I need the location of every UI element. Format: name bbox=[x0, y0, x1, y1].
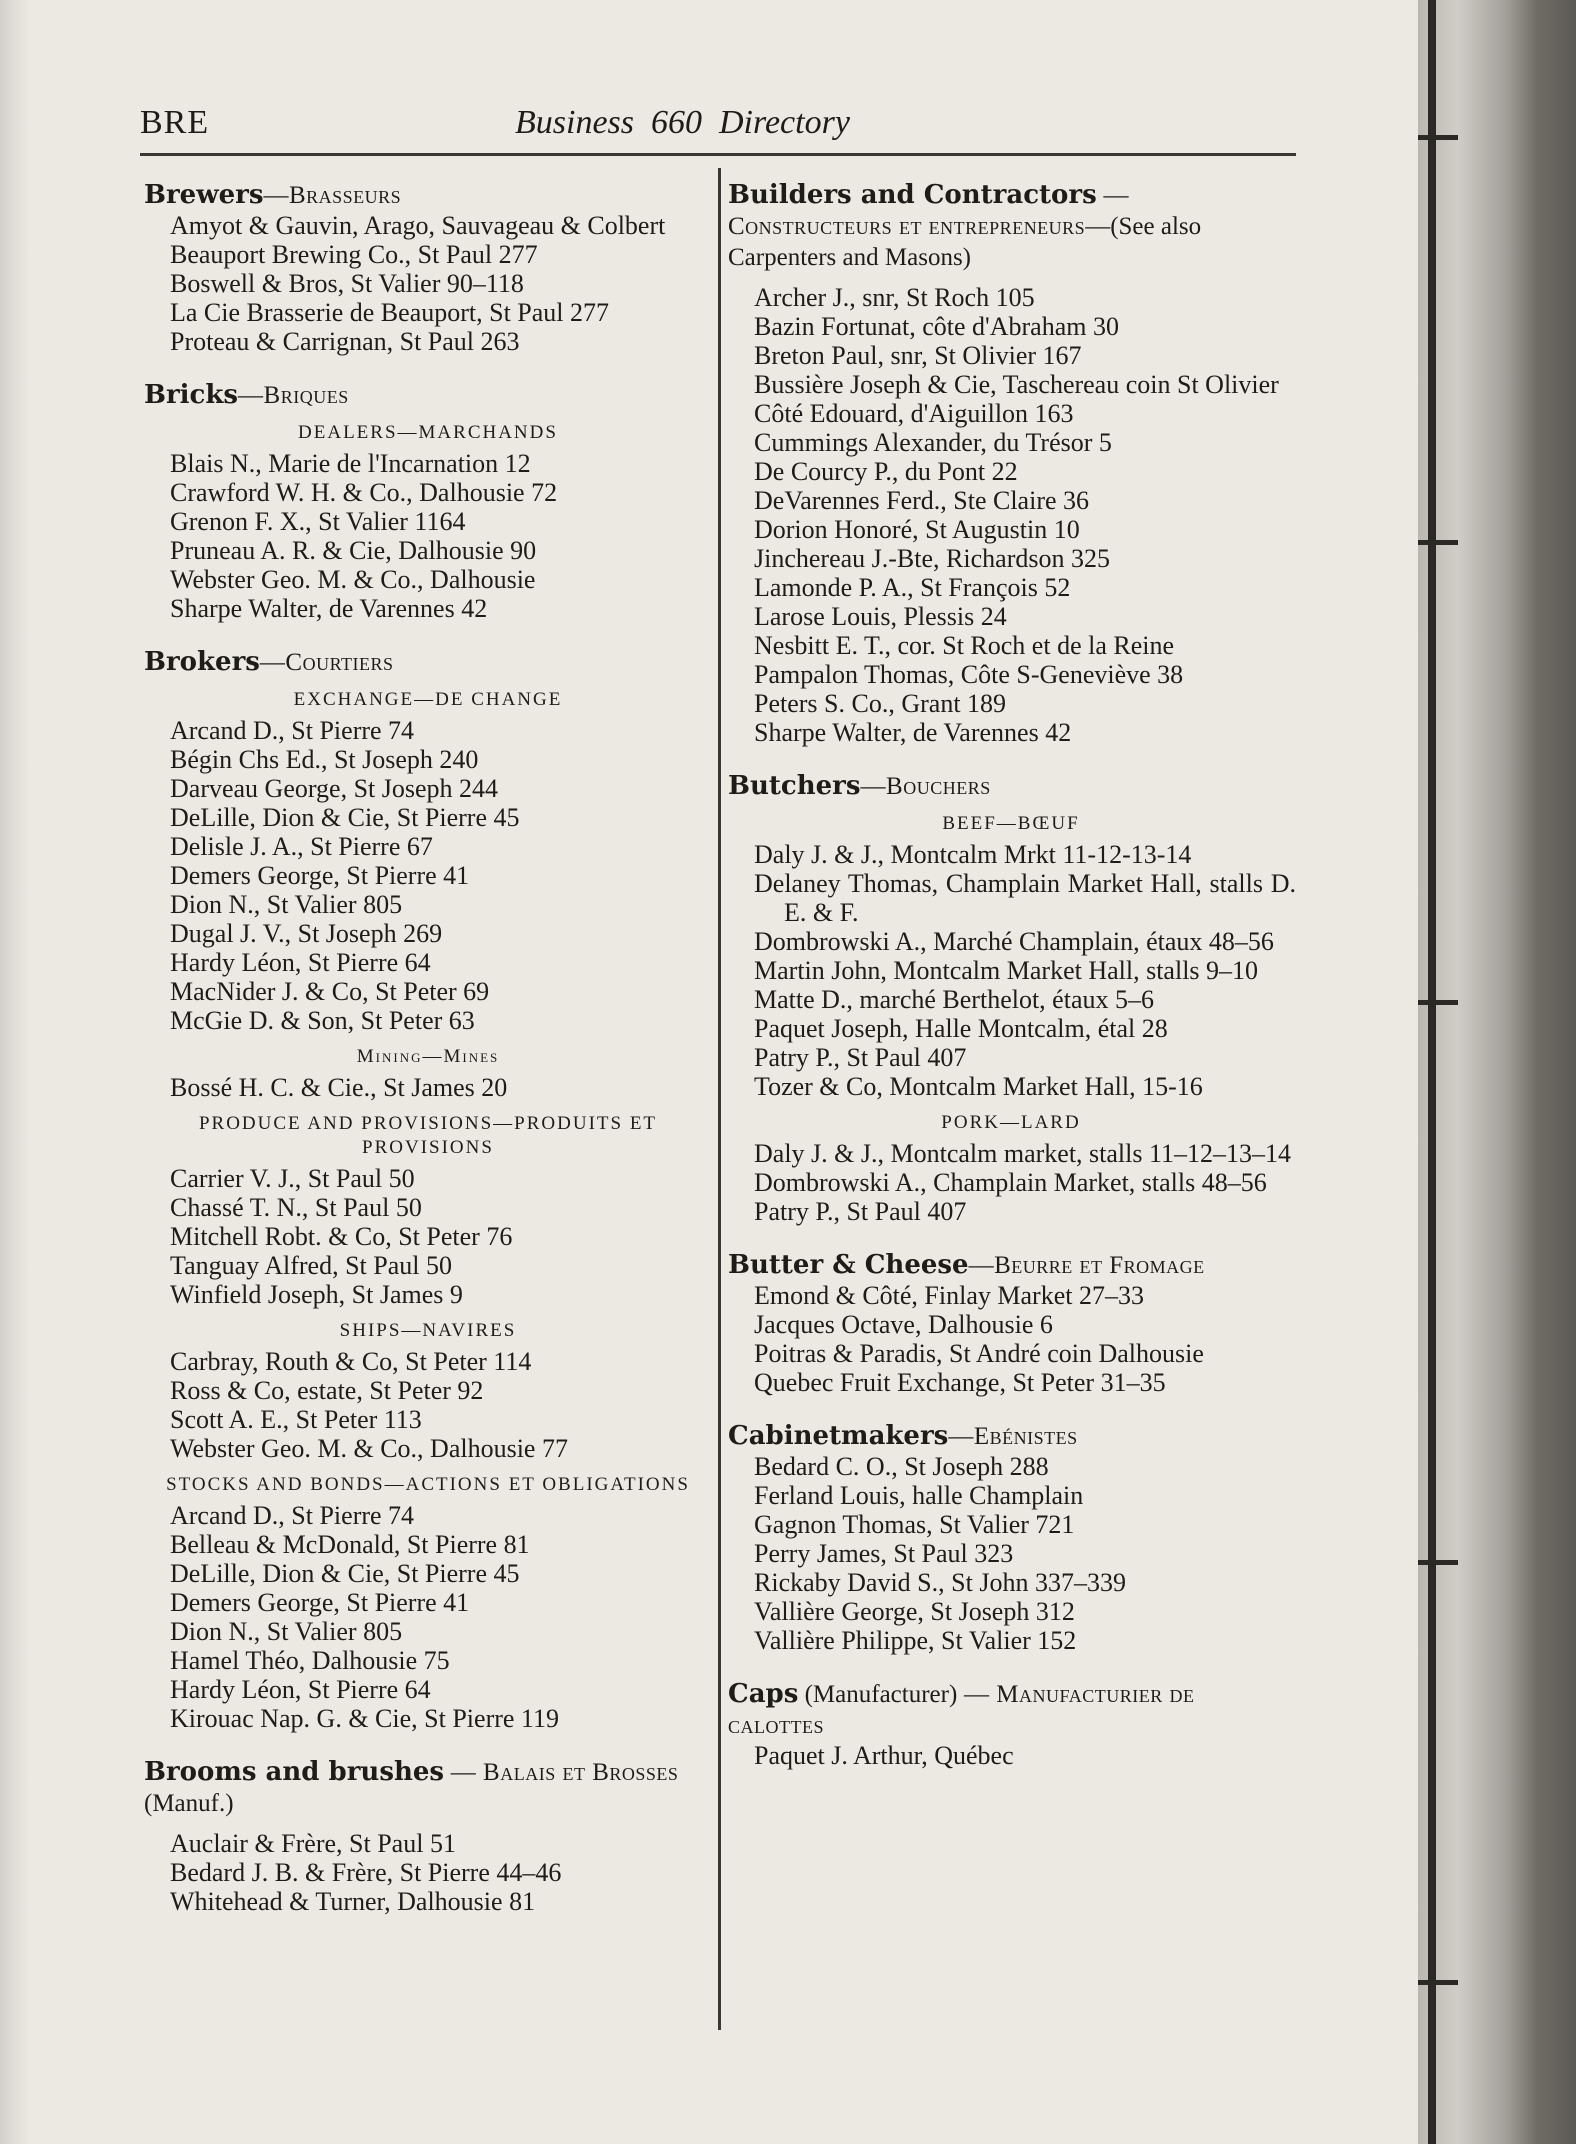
header-section-code: BRE bbox=[140, 104, 210, 141]
listing-entry: Lamonde P. A., St François 52 bbox=[754, 573, 1071, 602]
right-column bbox=[726, 180, 1296, 1794]
listing-entry: Webster Geo. M. & Co., Dalhousie bbox=[170, 565, 536, 594]
listing-entry: Patry P., St Paul 407 bbox=[754, 1197, 967, 1226]
listing-entry: Pampalon Thomas, Côte S-Geneviève 38 bbox=[754, 660, 1184, 689]
heading-note: (Manuf.) bbox=[144, 1790, 234, 1817]
listing-entry: Dorion Honoré, St Augustin 10 bbox=[754, 515, 1080, 544]
section-heading bbox=[726, 771, 1296, 802]
listing-entry: Ross & Co, estate, St Peter 92 bbox=[170, 1376, 484, 1405]
subcategory-heading: PRODUCE AND PROVISIONS—PRODUITS ET PROVISIONS bbox=[198, 1113, 658, 1158]
listing-entry: DeVarennes Ferd., Ste Claire 36 bbox=[754, 486, 1090, 515]
listing-entry: Dugal J. V., St Joseph 269 bbox=[170, 919, 443, 948]
listing-entry: Hardy Léon, St Pierre 64 bbox=[170, 948, 431, 977]
heading-english: Caps bbox=[728, 1679, 799, 1709]
listing-entry: Paquet J. Arthur, Québec bbox=[754, 1741, 1014, 1770]
subcategory-heading: STOCKS AND BONDS—ACTIONS ET OBLIGATIONS bbox=[166, 1474, 690, 1495]
binding-mark bbox=[1418, 540, 1458, 545]
heading-note: —(See also Carpenters and Masons) bbox=[728, 213, 1202, 271]
listing-entry: Scott A. E., St Peter 113 bbox=[170, 1405, 422, 1434]
section-heading bbox=[142, 1757, 714, 1819]
listing-entry: Tanguay Alfred, St Paul 50 bbox=[170, 1251, 452, 1280]
heading-english: Cabinetmakers bbox=[728, 1421, 949, 1451]
section-butchers bbox=[726, 771, 1296, 1226]
listing-entry: Hamel Théo, Dalhousie 75 bbox=[170, 1646, 450, 1675]
listing-entry: Delaney Thomas, Champlain Market Hall, stalls D. E. & F. bbox=[754, 869, 1296, 927]
subcategory-heading: PORK—LARD bbox=[941, 1112, 1081, 1133]
binding-mark bbox=[1418, 135, 1458, 140]
section-brooms bbox=[142, 1757, 714, 1916]
listing-entry: Vallière George, St Joseph 312 bbox=[754, 1597, 1075, 1626]
listing-entry: Perry James, St Paul 323 bbox=[754, 1539, 1014, 1568]
heading-french: — Manufacturier de calottes bbox=[728, 1681, 1195, 1739]
listing-entry: Auclair & Frère, St Paul 51 bbox=[170, 1829, 456, 1858]
listing-entry: Carrier V. J., St Paul 50 bbox=[170, 1164, 415, 1193]
book-spine bbox=[1418, 0, 1576, 2144]
listing-entry: Whitehead & Turner, Dalhousie 81 bbox=[170, 1887, 536, 1916]
listing-entry: Dombrowski A., Marché Champlain, étaux 48–56 bbox=[754, 927, 1274, 956]
listing-entry: Poitras & Paradis, St André coin Dalhousie bbox=[754, 1339, 1204, 1368]
section-caps bbox=[726, 1679, 1296, 1770]
listing-entry: Chassé T. N., St Paul 50 bbox=[170, 1193, 422, 1222]
listing-entry: Larose Louis, Plessis 24 bbox=[754, 602, 1007, 631]
heading-french: —Courtiers bbox=[259, 649, 394, 676]
listing-entry: Côté Edouard, d'Aiguillon 163 bbox=[754, 399, 1074, 428]
listing-entry: Boswell & Bros, St Valier 90–118 bbox=[170, 269, 524, 298]
column-divider bbox=[718, 168, 721, 2030]
heading-french: —Ebénistes bbox=[948, 1423, 1078, 1450]
listing-entry: Patry P., St Paul 407 bbox=[754, 1043, 967, 1072]
listing-entry: Grenon F. X., St Valier 1164 bbox=[170, 507, 466, 536]
listing-entry: Bussière Joseph & Cie, Taschereau coin St Olivier bbox=[754, 370, 1279, 399]
left-column bbox=[142, 180, 714, 1940]
listing-entry: Rickaby David S., St John 337–339 bbox=[754, 1568, 1126, 1597]
heading-french: —Bouchers bbox=[860, 773, 991, 800]
binding-stitch bbox=[1428, 0, 1436, 2144]
heading-english: Builders and Contractors bbox=[728, 180, 1097, 210]
listing-entry: Quebec Fruit Exchange, St Peter 31–35 bbox=[754, 1368, 1166, 1397]
listing-entry: La Cie Brasserie de Beauport, St Paul 277 bbox=[170, 298, 610, 327]
listing-entry: Demers George, St Pierre 41 bbox=[170, 1588, 470, 1617]
listing-entry: Blais N., Marie de l'Incarnation 12 bbox=[170, 449, 531, 478]
listing-entry: Darveau George, St Joseph 244 bbox=[170, 774, 499, 803]
listing-entry: Paquet Joseph, Halle Montcalm, étal 28 bbox=[754, 1014, 1168, 1043]
listing-entry: Jinchereau J.-Bte, Richardson 325 bbox=[754, 544, 1110, 573]
listing-entry: Belleau & McDonald, St Pierre 81 bbox=[170, 1530, 530, 1559]
listing-entry: Archer J., snr, St Roch 105 bbox=[754, 283, 1035, 312]
heading-french: —Beurre et Fromage bbox=[968, 1252, 1205, 1279]
heading-english: Brewers bbox=[144, 180, 264, 210]
heading-english: Butchers bbox=[728, 771, 861, 801]
listing-entry: McGie D. & Son, St Peter 63 bbox=[170, 1006, 475, 1035]
listing-entry: De Courcy P., du Pont 22 bbox=[754, 457, 1018, 486]
listing-entry: Nesbitt E. T., cor. St Roch et de la Reine bbox=[754, 631, 1175, 660]
listing-entry: Daly J. & J., Montcalm Mrkt 11-12-13-14 bbox=[754, 840, 1192, 869]
subcategory-heading: DEALERS—MARCHANDS bbox=[298, 422, 558, 443]
listing-entry: Bégin Chs Ed., St Joseph 240 bbox=[170, 745, 479, 774]
listing-entry: Sharpe Walter, de Varennes 42 bbox=[754, 718, 1072, 747]
heading-english: Brokers bbox=[144, 647, 260, 677]
listing-entry: Bazin Fortunat, côte d'Abraham 30 bbox=[754, 312, 1119, 341]
listing-entry: Kirouac Nap. G. & Cie, St Pierre 119 bbox=[170, 1704, 559, 1733]
listing-entry: Jacques Octave, Dalhousie 6 bbox=[754, 1310, 1053, 1339]
listing-entry: Martin John, Montcalm Market Hall, stalls 9–10 bbox=[754, 956, 1259, 985]
heading-note: (Manufacturer) bbox=[798, 1681, 958, 1708]
listing-entry: Peters S. Co., Grant 189 bbox=[754, 689, 1007, 718]
listing-entry: Cummings Alexander, du Trésor 5 bbox=[754, 428, 1112, 457]
listing-entry: Beauport Brewing Co., St Paul 277 bbox=[170, 240, 538, 269]
listing-entry: Vallière Philippe, St Valier 152 bbox=[754, 1626, 1077, 1655]
binding-mark bbox=[1418, 1980, 1458, 1985]
header-rule bbox=[140, 153, 1296, 156]
listing-entry: Dion N., St Valier 805 bbox=[170, 1617, 403, 1646]
heading-english: Butter & Cheese bbox=[728, 1250, 969, 1280]
listing-entry: Demers George, St Pierre 41 bbox=[170, 861, 470, 890]
spacer bbox=[142, 1819, 714, 1829]
subcategory-heading: Mining—Mines bbox=[356, 1046, 500, 1067]
listing-entry: Hardy Léon, St Pierre 64 bbox=[170, 1675, 431, 1704]
section-heading bbox=[726, 1679, 1296, 1741]
heading-french: — Balais et Brosses bbox=[444, 1759, 679, 1786]
section-heading bbox=[142, 647, 714, 678]
listing-entry: Ferland Louis, halle Champlain bbox=[754, 1481, 1084, 1510]
listing-entry: Arcand D., St Pierre 74 bbox=[170, 1501, 415, 1530]
section-heading bbox=[726, 180, 1296, 273]
listing-entry: Dombrowski A., Champlain Market, stalls 48–56 bbox=[754, 1168, 1267, 1197]
section-brokers bbox=[142, 647, 714, 1733]
listing-entry: MacNider J. & Co, St Peter 69 bbox=[170, 977, 490, 1006]
listing-entry: Webster Geo. M. & Co., Dalhousie 77 bbox=[170, 1434, 568, 1463]
section-heading bbox=[726, 1421, 1296, 1452]
listing-entry: Breton Paul, snr, St Olivier 167 bbox=[754, 341, 1082, 370]
binding-mark bbox=[1418, 1560, 1458, 1565]
header-title: Business 660 Directory bbox=[515, 104, 850, 141]
heading-french: — Constructeurs et entrepreneurs bbox=[728, 182, 1129, 240]
listing-entry: Mitchell Robt. & Co, St Peter 76 bbox=[170, 1222, 513, 1251]
listing-entry: Carbray, Routh & Co, St Peter 114 bbox=[170, 1347, 532, 1376]
listing-entry: Bossé H. C. & Cie., St James 20 bbox=[170, 1073, 508, 1102]
heading-english: Bricks bbox=[144, 380, 239, 410]
listing-entry: Emond & Côté, Finlay Market 27–33 bbox=[754, 1281, 1144, 1310]
listing-entry: Amyot & Gauvin, Arago, Sauvageau & Colbert bbox=[170, 211, 666, 240]
heading-english: Brooms and brushes bbox=[144, 1757, 445, 1787]
section-heading bbox=[142, 180, 714, 211]
section-builders bbox=[726, 180, 1296, 747]
listing-entry: Bedard C. O., St Joseph 288 bbox=[754, 1452, 1049, 1481]
subcategory-heading: EXCHANGE—DE CHANGE bbox=[293, 689, 563, 710]
listing-entry: Gagnon Thomas, St Valier 721 bbox=[754, 1510, 1075, 1539]
section-bricks bbox=[142, 380, 714, 623]
listing-entry: Arcand D., St Pierre 74 bbox=[170, 716, 415, 745]
binding-mark bbox=[1418, 1000, 1458, 1005]
section-heading bbox=[142, 380, 714, 411]
section-heading bbox=[726, 1250, 1296, 1281]
listing-entry: Matte D., marché Berthelot, étaux 5–6 bbox=[754, 985, 1154, 1014]
listing-entry: Daly J. & J., Montcalm market, stalls 11–12–13–14 bbox=[754, 1139, 1292, 1168]
listing-entry: Pruneau A. R. & Cie, Dalhousie 90 bbox=[170, 536, 537, 565]
subcategory-heading: SHIPS—NAVIRES bbox=[339, 1320, 517, 1341]
heading-french: —Briques bbox=[238, 382, 349, 409]
listing-entry: Bedard J. B. & Frère, St Pierre 44–46 bbox=[170, 1858, 562, 1887]
page-edge-shadow bbox=[0, 0, 30, 2144]
listing-entry: Sharpe Walter, de Varennes 42 bbox=[170, 594, 488, 623]
listing-entry: Tozer & Co, Montcalm Market Hall, 15-16 bbox=[754, 1072, 1203, 1101]
section-brewers bbox=[142, 180, 714, 356]
listing-entry: Proteau & Carrignan, St Paul 263 bbox=[170, 327, 520, 356]
listing-entry: Dion N., St Valier 805 bbox=[170, 890, 403, 919]
listing-entry: Crawford W. H. & Co., Dalhousie 72 bbox=[170, 478, 558, 507]
section-cabinetmakers bbox=[726, 1421, 1296, 1655]
section-butter-cheese bbox=[726, 1250, 1296, 1397]
page-header bbox=[140, 104, 1296, 154]
listing-entry: Winfield Joseph, St James 9 bbox=[170, 1280, 463, 1309]
spacer bbox=[726, 273, 1296, 283]
listing-entry: DeLille, Dion & Cie, St Pierre 45 bbox=[170, 1559, 520, 1588]
heading-french: —Brasseurs bbox=[263, 182, 402, 209]
subcategory-heading: BEEF—BŒUF bbox=[942, 813, 1080, 834]
listing-entry: Delisle J. A., St Pierre 67 bbox=[170, 832, 433, 861]
listing-entry: DeLille, Dion & Cie, St Pierre 45 bbox=[170, 803, 520, 832]
